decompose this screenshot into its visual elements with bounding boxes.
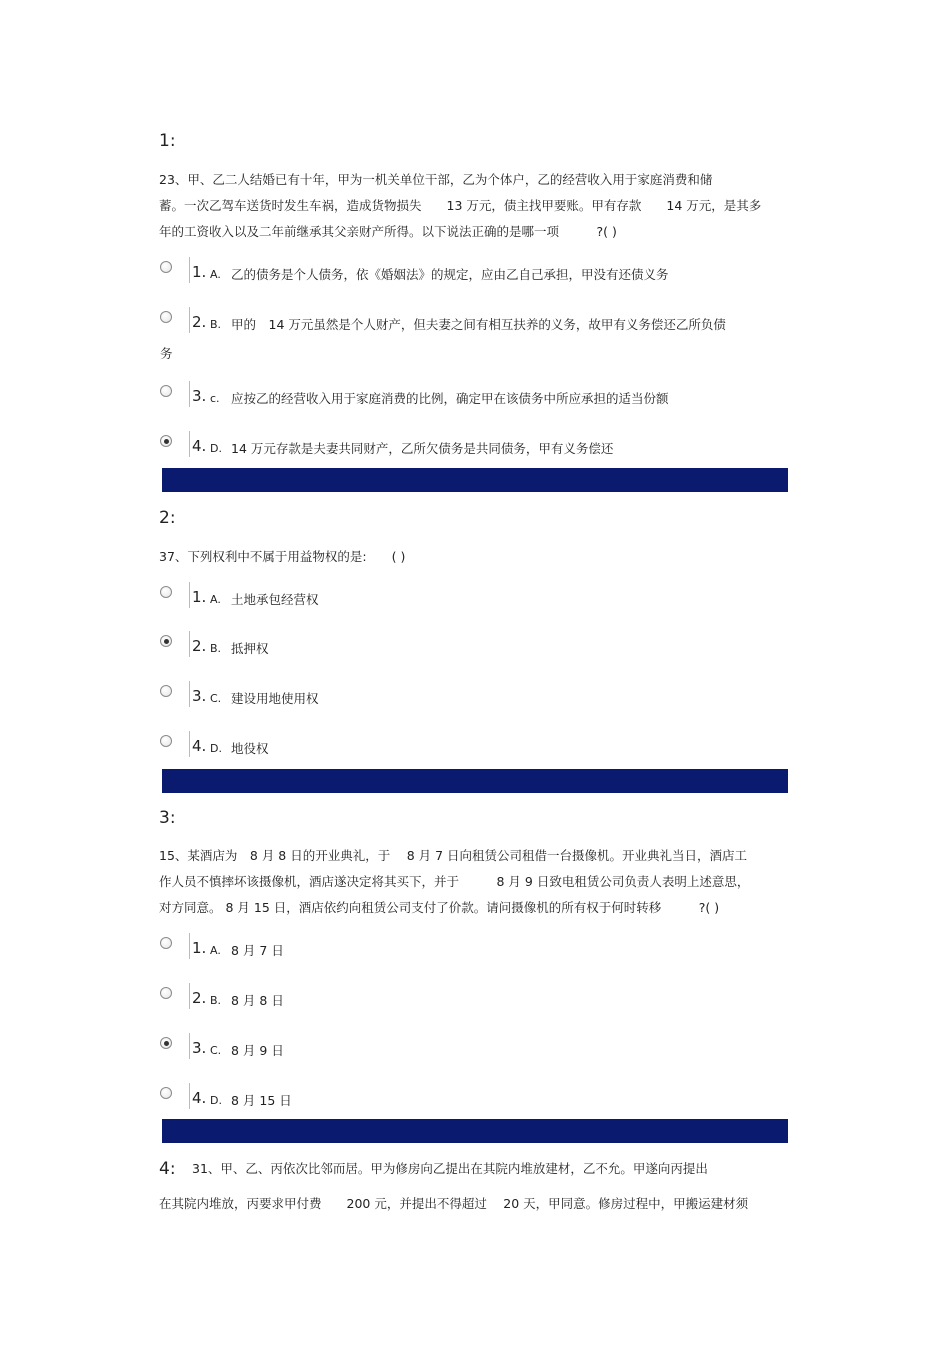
question-1-text-line-2: 蓄。一次乙驾车送货时发生车祸，造成货物损失 13 万元，债主找甲要账。甲有存款 14 万元，是其多 [159, 198, 762, 213]
option-text: 乙的债务是个人债务，依《婚姻法》的规定，应由乙自己承担，甲没有还债义务 [231, 267, 669, 282]
radio-button[interactable] [160, 311, 172, 323]
option-letter: A. [210, 944, 221, 957]
question-1-option-b-continuation: 务 [160, 346, 173, 361]
option-number: 3. [192, 1039, 207, 1057]
option-number: 2. [192, 637, 207, 655]
question-1-text-line-1: 23、甲、乙二人结婚已有十年，甲为一机关单位干部，乙为个体户，乙的经营收入用于家庭消费和储 [159, 172, 713, 187]
question-2-text-line-1: 37、下列权利中不属于用益物权的是: ( ) [159, 549, 406, 564]
option-letter: B. [210, 318, 222, 331]
radio-button[interactable] [160, 987, 172, 999]
divider-line [189, 681, 190, 707]
divider-line [189, 257, 190, 283]
question-1-number: 1: [159, 131, 176, 151]
question-1-text-line-3: 年的工资收入以及二年前继承其父亲财产所得。以下说法正确的是哪一项 ?( ) [159, 224, 617, 239]
option-number: 2. [192, 313, 207, 331]
question-separator-bar [162, 468, 788, 492]
option-number: 3. [192, 387, 207, 405]
option-text: 甲的 14 万元虽然是个人财产，但夫妻之间有相互扶养的义务，故甲有义务偿还乙所负债 [231, 317, 726, 332]
radio-button[interactable] [160, 385, 172, 397]
option-letter: D. [210, 1094, 222, 1107]
option-letter: c. [210, 392, 220, 405]
radio-button[interactable] [160, 1087, 172, 1099]
option-letter: C. [210, 1044, 222, 1057]
option-letter: D. [210, 742, 222, 755]
radio-button-selected[interactable] [160, 1037, 172, 1049]
divider-line [189, 381, 190, 407]
question-3-text-line-3: 对方同意。 8 月 15 日，酒店依约向租赁公司支付了价款。请问摄像机的所有权于何时转移 ?( ) [159, 900, 720, 915]
option-number: 4. [192, 437, 207, 455]
radio-button-selected[interactable] [160, 435, 172, 447]
divider-line [189, 431, 190, 457]
option-letter: D. [210, 442, 222, 455]
radio-button-selected[interactable] [160, 635, 172, 647]
option-number: 1. [192, 588, 207, 606]
question-4-number: 4: [159, 1159, 176, 1179]
divider-line [189, 1083, 190, 1109]
option-number: 1. [192, 263, 207, 281]
option-letter: A. [210, 593, 221, 606]
question-separator-bar [162, 1119, 788, 1143]
question-separator-bar [162, 769, 788, 793]
divider-line [189, 983, 190, 1009]
radio-button[interactable] [160, 685, 172, 697]
option-number: 1. [192, 939, 207, 957]
option-text: 抵押权 [231, 641, 269, 656]
divider-line [189, 582, 190, 608]
divider-line [189, 731, 190, 757]
option-text: 8 月 15 日 [231, 1093, 292, 1108]
question-3-number: 3: [159, 808, 176, 828]
option-text: 应按乙的经营收入用于家庭消费的比例，确定甲在该债务中所应承担的适当份额 [231, 391, 669, 406]
question-4-text-line-1: 31、甲、乙、丙依次比邻而居。甲为修房向乙提出在其院内堆放建材，乙不允。甲遂向丙提出 [192, 1161, 708, 1176]
question-3-text-line-1: 15、某酒店为 8 月 8 日的开业典礼，于 8 月 7 日向租赁公司租借一台摄像机。开业典礼当日，酒店工 [159, 848, 748, 863]
radio-button[interactable] [160, 937, 172, 949]
option-number: 4. [192, 737, 207, 755]
question-2-number: 2: [159, 508, 176, 528]
option-text: 14 万元存款是夫妻共同财产，乙所欠债务是共同债务，甲有义务偿还 [231, 441, 614, 456]
option-text: 建设用地使用权 [231, 691, 319, 706]
question-4-text-line-2: 在其院内堆放，丙要求甲付费 200 元，并提出不得超过 20 天，甲同意。修房过程中，甲搬运建材须 [159, 1196, 749, 1211]
divider-line [189, 1033, 190, 1059]
radio-button[interactable] [160, 735, 172, 747]
option-text: 8 月 8 日 [231, 993, 284, 1008]
radio-button[interactable] [160, 586, 172, 598]
option-letter: A. [210, 268, 221, 281]
divider-line [189, 933, 190, 959]
option-number: 4. [192, 1089, 207, 1107]
question-3-text-line-2: 作人员不慎摔坏该摄像机，酒店遂决定将其买下，并于 8 月 9 日致电租赁公司负责人表明上述意思， [159, 874, 750, 889]
divider-line [189, 307, 190, 333]
divider-line [189, 631, 190, 657]
option-text: 地役权 [231, 741, 269, 756]
option-text: 土地承包经营权 [231, 592, 319, 607]
option-letter: B. [210, 994, 222, 1007]
option-number: 2. [192, 989, 207, 1007]
option-text: 8 月 9 日 [231, 1043, 284, 1058]
option-text: 8 月 7 日 [231, 943, 284, 958]
radio-button[interactable] [160, 261, 172, 273]
option-letter: C. [210, 692, 222, 705]
option-letter: B. [210, 642, 222, 655]
option-number: 3. [192, 687, 207, 705]
